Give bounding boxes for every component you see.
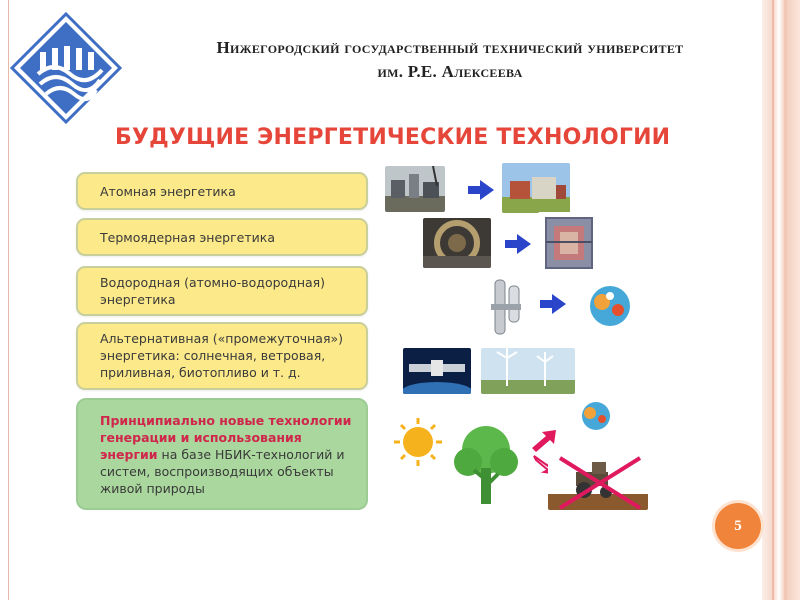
tech-item-alternative (76, 322, 368, 390)
university-name-line2: им. Р.Е. Алексеева (377, 62, 523, 81)
highlight-emphasis: Принципиально новые технологии генерации и использования энергии (100, 413, 352, 462)
arrow-right-icon (505, 234, 531, 254)
sun-icon (392, 416, 444, 468)
bio-model-image (572, 398, 620, 434)
tree-icon (450, 420, 522, 508)
tech-item-nuclear (76, 172, 368, 210)
arrow-right-icon (540, 294, 566, 314)
page-number-badge: 5 (715, 503, 761, 549)
tech-item-label: Атомная энергетика (100, 184, 236, 199)
arrow-right-icon (468, 180, 494, 200)
arrow-up-right-icon (530, 428, 558, 454)
fuel-cell-model-image (580, 282, 640, 330)
hydrogen-equipment-image (487, 276, 525, 338)
university-name (140, 36, 760, 84)
university-logo (10, 12, 122, 124)
tech-item-new-technologies (76, 398, 368, 510)
highlight-rest: на базе НБИК-технологий и систем, воспроизводящих объекты живой природы (100, 447, 345, 496)
tokamak-image (538, 212, 600, 274)
tech-item-hydrogen (76, 266, 368, 316)
left-border-line (8, 0, 9, 600)
fusion-reactor-interior-image (423, 218, 491, 268)
wind-turbines-image (481, 348, 575, 394)
tech-item-thermonuclear (76, 218, 368, 256)
university-name-line1: Нижегородский государственный технический университет (216, 38, 684, 57)
crossed-tractor-image (548, 452, 648, 510)
tech-item-label: Альтернативная («промежуточная») энергетика: солнечная, ветровая, приливная, биотопливо и т. д. (100, 331, 343, 380)
slide-title: БУДУЩИЕ ЭНЕРГЕТИЧЕСКИЕ ТЕХНОЛОГИИ (115, 125, 671, 150)
space-station-image (403, 348, 471, 394)
nuclear-plant-image (385, 166, 445, 212)
right-decorative-strip (762, 0, 800, 600)
power-plant-image (502, 163, 570, 213)
tech-item-label: Водородная (атомно-водородная) энергетика (100, 275, 326, 307)
tech-item-label: Термоядерная энергетика (100, 230, 275, 245)
